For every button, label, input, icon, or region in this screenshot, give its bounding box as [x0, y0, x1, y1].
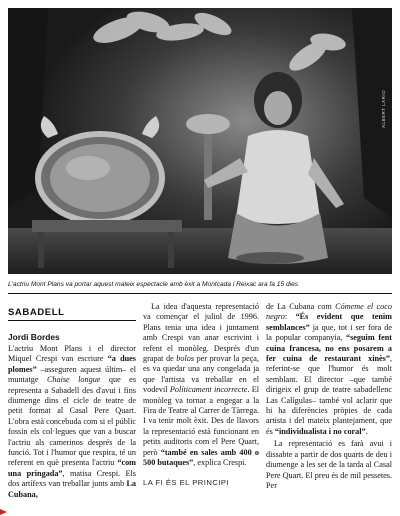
paragraph [143, 302, 259, 469]
text-run: . El monòleg va tornar a engegar a la Fira de Teatre al Carrer de Tàrrega. I va tenir molt èxit. Des de llavors la representació està funcionant en petits auditoris com el Pere Quart, però [143, 385, 260, 457]
byline: Jordi Bordes [8, 332, 60, 342]
section-label: SABADELL [8, 306, 136, 321]
paragraph [8, 344, 136, 500]
paragraph: La representació es farà avui i dissabte a partir de dos quarts de deu i diumenge a les set de la tarda al Casal Pere Quart. El preu és de mil pessetes. Per [266, 439, 392, 490]
text-run: de La Cubana com [266, 302, 336, 311]
text-run: , explica Crespi. [193, 458, 247, 468]
red-arrow-icon [0, 508, 10, 516]
text-run: , referint-se que l'humor és molt semblant. El director –que també dirigeix el grup de teatre sabadellenc Las Calígulas– també vol aclarir que hi ha diferències pròpies de cada artista i del mateix plantejament, que és [266, 354, 392, 436]
text-run: L'actriu Mont Plans i el director Miquel Crespi van escriure [8, 344, 136, 364]
text-run: , matisa Crespi. Els dos artífexs van treballar junts amb [8, 468, 136, 489]
photo-credit: ALBERT LARIO [381, 89, 386, 128]
quote-text: “seguim fent cuina francesa, no ens posarem a fer cuina de restaurant xinès” [266, 333, 392, 364]
mirror-shape [38, 116, 162, 222]
text-run: que es representa a Sabadell des d'avui i fins diumenge dins el cicle de teatre de petit format al Casal Pere Quart. L'obra està concebuda com si el públic fossin els col·legues que van a buscar l'actriu als camerinos després de la funció. Tot i l'humor que respira, té un referent en què presenta l'actriu [8, 375, 137, 468]
text-run: : [284, 312, 296, 322]
title-text: Chaise longue [46, 375, 101, 385]
article-column-3 [266, 302, 392, 491]
article-column-1 [8, 332, 136, 500]
text-run: La idea d'aquesta representació va començar el juliol de 1996. Plans tenia una idea i juntament amb Crespi van anar escrivint i refent el monòleg. Després d'un grapat de [143, 302, 259, 364]
quote-text: “també en sales amb 400 o 500 butaques” [143, 447, 259, 468]
paragraph [266, 302, 392, 437]
article-column-2 [143, 302, 259, 488]
text-run: ja que, tot i ser fora de la popular companyia, [266, 322, 392, 343]
title-text: Cómeme el coco negro [266, 302, 392, 322]
quote-text: “És evident que tenim semblances” [266, 312, 392, 332]
term-text: bolos [176, 354, 195, 364]
company-name: La Cubana, [8, 479, 136, 499]
title-text: Políticament incorrecte [169, 385, 248, 395]
quote-text: “individualista i no coral” [274, 426, 366, 436]
subheading: LA FI ÉS EL PRINCIPI [143, 477, 230, 487]
quote-text: “com una pringada” [8, 458, 136, 478]
article-photo [8, 8, 392, 274]
photo-caption: L'actriu Mont Plans va portar aquest mateix espectacle amb èxit a Montcada i Reixac ara fa 15 dies [8, 278, 392, 294]
text-run: –asseguren aquest últim– el muntatge [8, 364, 136, 385]
text-run: per provar la peça, es va quedar una any congelada ja que l'artista va treballar en el vodevil [143, 354, 259, 395]
theatre-scene-illustration [8, 8, 392, 274]
quote-text: “a dues plomes” [8, 354, 136, 374]
text-run: . [365, 426, 368, 436]
